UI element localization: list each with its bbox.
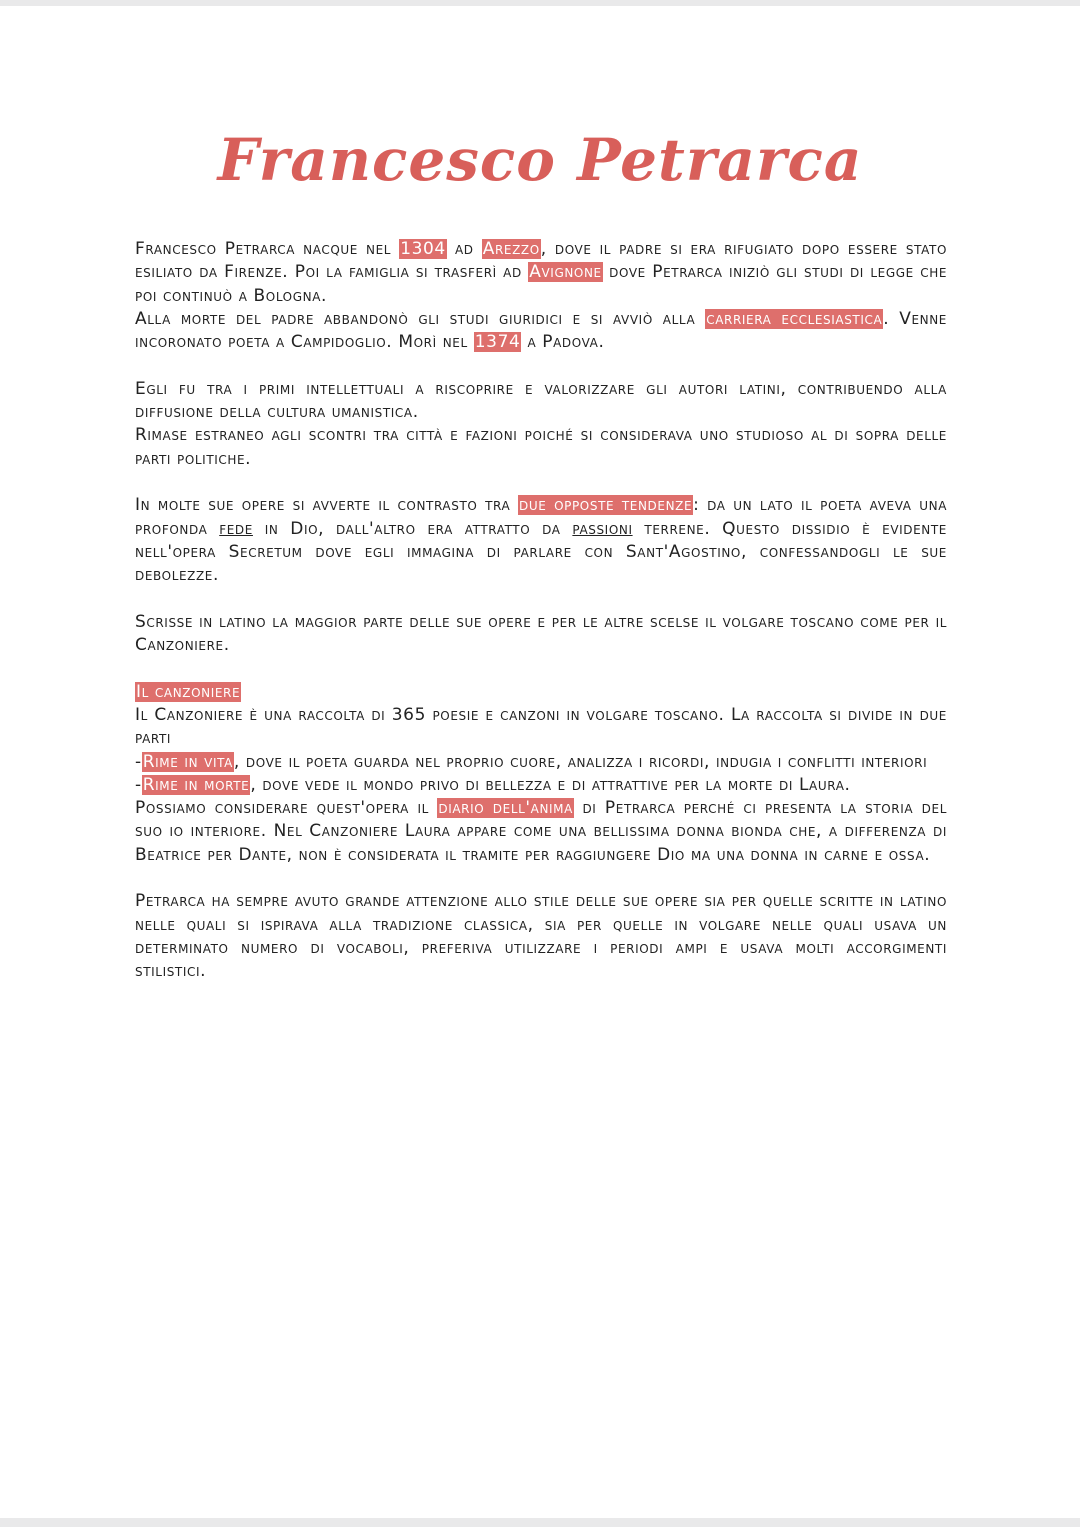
text-run: dove Petrarca iniziò gli studi di legge che poi continuò a Bologna.	[135, 262, 948, 306]
paragraph-humanism	[135, 378, 947, 425]
highlight-tendencies: due opposte tendenze	[519, 495, 693, 516]
text-run: ad	[446, 239, 482, 259]
list-dash: -	[135, 751, 142, 772]
paragraph-contrast	[135, 494, 947, 587]
text-run: Petrarca ha sempre avuto grande attenzione allo stile delle sue opere sia per quelle scritte in latino nelle quali si ispirava alla tradizione classica, sia per quelle in volgare nelle quali usava un determinato numero di vocaboli, preferiva utilizzare i periodi ampi e usava molti accorgimenti stilistici.	[135, 891, 947, 982]
list-dash: -	[135, 774, 142, 795]
section-heading	[135, 681, 947, 704]
highlight-diario: diario dell'anima	[438, 798, 573, 819]
text-run: a Padova.	[521, 332, 605, 353]
highlight-birthplace: Arezzo	[482, 239, 540, 259]
document-page	[0, 6, 1080, 1518]
text-run: in Dio, dall'altro era attratto da	[252, 518, 573, 539]
highlight-avignone: Avignone	[529, 262, 602, 283]
underline-faith: fede	[219, 518, 253, 539]
text-run: Possiamo considerare quest'opera il	[135, 798, 438, 819]
text-run: Egli fu tra i primi intellettuali a riscoprire e valorizzare gli autori latini, contribuendo alla diffusione della cultura umanistica.	[135, 378, 947, 423]
paragraph-biography	[135, 238, 947, 308]
paragraph-diario	[135, 797, 947, 867]
text-run: terrene. Questo dissidio è evidente nell'opera Secretum dove egli immagina di parlare con Sant'Agostino, confessandogli le sue debolezze.	[135, 518, 947, 586]
paragraph-languages	[135, 611, 947, 658]
text-run: . Venne incoronato poeta a Campidoglio. Morì nel	[135, 308, 947, 353]
text-run: : da un lato il poeta aveva una profonda	[135, 495, 947, 539]
text-run: , dove il padre si era rifugiato dopo essere stato esiliato da Firenze. Poi la famiglia si trasferì ad	[135, 239, 947, 283]
text-run: Alla morte del padre abbandonò gli studi giuridici e si avviò alla	[135, 308, 706, 329]
text-run: , dove vede il mondo privo di bellezza e di attrattive per la morte di Laura.	[250, 774, 851, 795]
text-run: di Petrarca perché ci presenta la storia del suo io interiore. Nel Canzoniere Laura appare come una bellissima donna bionda che, a differenza di Beatrice per Dante, non è considerata il tramite per raggiungere Dio ma una donna in carne e ossa.	[135, 798, 947, 865]
text-run: Francesco Petrarca nacque nel	[135, 239, 400, 259]
page-title: Francesco Petrarca	[217, 126, 863, 194]
document-body	[135, 238, 947, 984]
text-run: Il Canzoniere è una raccolta di 365 poesie e canzoni in volgare toscano. La raccolta si divide in due parti	[135, 704, 947, 749]
underline-passions: passioni	[572, 518, 633, 539]
paragraph-politics	[135, 424, 947, 471]
paragraph-style	[135, 890, 947, 983]
paragraph-canzoniere-intro	[135, 704, 947, 751]
text-run: In molte sue opere si avverte il contrasto tra	[135, 495, 518, 516]
text-run: Scrisse in latino la maggior parte delle sue opere e per le altre scelse il volgare toscano come per il Canzoniere.	[135, 611, 947, 656]
text-run: Rimase estraneo agli scontri tra città e fazioni poiché si considerava uno studioso al di sopra delle parti politiche.	[135, 425, 947, 469]
highlight-death-year: 1374	[474, 332, 521, 353]
highlight-career: carriera ecclesiastica	[706, 308, 883, 329]
highlight-heading-canzoniere: Il canzoniere	[136, 681, 241, 702]
list-item-rime-in-morte	[135, 774, 947, 797]
paragraph-career	[135, 308, 947, 355]
highlight-rime-in-morte: Rime in morte	[142, 774, 250, 795]
list-item-rime-in-vita	[135, 751, 947, 774]
text-run: , dove il poeta guarda nel proprio cuore, analizza i ricordi, indugia i conflitti interiori	[233, 751, 928, 772]
highlight-rime-in-vita: Rime in vita	[142, 751, 233, 772]
highlight-birth-year: 1304	[400, 239, 446, 259]
